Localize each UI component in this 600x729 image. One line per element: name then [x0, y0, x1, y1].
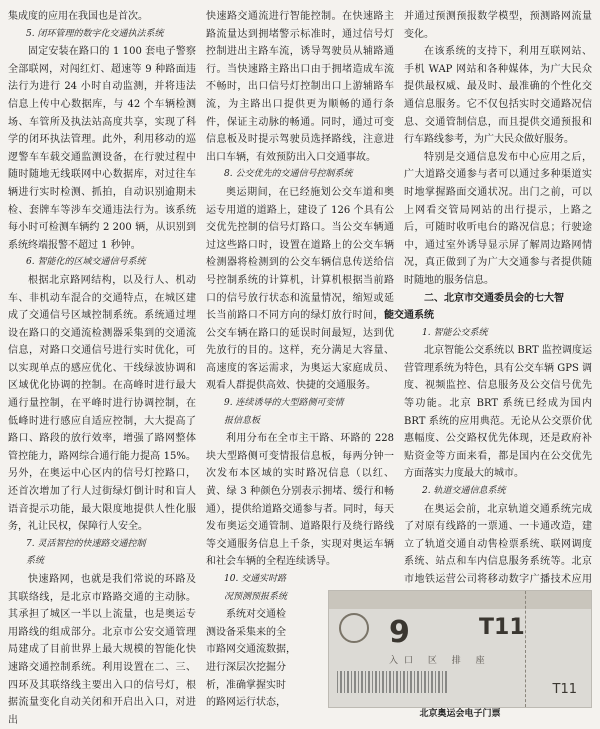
paragraph-line: 析，准确掌握实时 [206, 679, 286, 691]
paragraph: 奥运期间，在已经施划公交车道和奥运专用道的道路上，建设了 126 个具有公交优先控制的信号灯路口。当公交车辆通过这些路口时，设置在道路上的公交车辆检测器将检测到的公交车辆信息传送给信号控制系统的计算机，计算机根据当前路口的信号放行状态和流量情况，缩短或延长当前路口不同方向的绿灯放行时间，使公交车辆在路口的延误时间最短，达到优先放行的目的。这样，充分满足大容量、高速度的客运需求，为奥运大家庭成员、观看人群提供高效、快捷的交通服务。 [206, 186, 394, 392]
paragraph: 并通过预测预报数学模型，预测路网流量变化。 [404, 11, 592, 40]
ticket-header-band [329, 591, 591, 609]
ticket-stub-code: T11 [552, 682, 577, 697]
column-3 [384, 8, 592, 606]
section-heading-6: 6. 智能化的区域交通信号系统 [26, 257, 146, 268]
paragraph-line: 系统对交通检 [226, 609, 286, 621]
subsection-heading-2: 2. 轨道交通信息系统 [422, 486, 506, 497]
paragraph-line: 测设备采集来的全 [206, 626, 286, 638]
ticket-number: 9 [389, 615, 410, 650]
paragraph-line: 市路网交通流数据， [206, 644, 296, 656]
paragraph: 特别是交通信息发布中心应用之后，广大道路交通参与者可以通过多种渠道实时地掌握路面交通状况。出门之前，可以上网看交管局网站的出行提示，上路之后，可随时收听电台的路况信息；行驶途中，通过室外诱导显示屏了解周边路网情况，真正做到了为广大交通参与者提供随时随地的服务信息。 [404, 151, 592, 286]
section-heading-part-2: 二、北京市交通委员会的七大智 能交通系统 [384, 292, 564, 322]
section-heading-10: 10. 交通实时路 况预测预报系统 [224, 574, 288, 602]
paragraph: 快速路交通流进行智能控制。在快速路主路流量达到拥堵警示标准时，通过信号灯控制进出主路车流，诱导驾驶员从辅路通行。当快速路主路出口由于拥堵造成车流不畅时，出口信号灯控制出口上游辅路车流，为主路出口提供更为顺畅的通行条件，保证主动脉的畅通。同时，通过可变信息板及时提示驾驶员选择路线，注意进出口车辆，有效预防出入口交通事故。 [206, 11, 394, 163]
paragraph: 在该系统的支持下，利用互联网站、手机 WAP 网站和各种媒体，为广大民众提供最权威、最及时、最准确的个性化交通信息服务。它不仅包括实时交通路况信息、交通管制信息，而且提供交通预报和行车路线参考，为广大民众做好服务。 [404, 46, 592, 146]
olympic-logo-icon [339, 613, 369, 643]
subsection-heading-1: 1. 智能公交系统 [422, 327, 488, 338]
image-caption: 北京奥运会电子门票 [419, 709, 501, 719]
section-heading-8: 8. 公交优先的交通信号控制系统 [224, 169, 353, 180]
paragraph: 快速路网，也就是我们常说的环路及其联络线，是北京市路路交通的主动脉。其承担了城区一半以上流量，也是奥运专用路线的组成部分。北京市公安交通管理局建成了目前世界上最大规模的智能化快速路交通控制系统。利用设置在二、三、四环及其联络线主要出入口的信号灯，根据流量变化自动关闭和开启出入口，对进出 [8, 574, 196, 726]
section-heading-9: 9. 连续诱导的大型路侧可变情 报信息板 [224, 398, 344, 426]
paragraph-line: 的路网运行状态， [206, 697, 286, 709]
paragraph: 根据北京路网结构，以及行人、机动车、非机动车混合的交通特点，在城区建成了交通信号区域控制系统。系统通过埋设在路口的交通流检测器采集到的交通流信息，对路口交通信号进行实时优化，可以实现单点的感应优化、干线绿波协调和区域优化协调的控制。在高峰时进行最大通行量控制，在平峰时进行协调控制，在低峰时进行感应自适应控制，大大提高了路口、路段的放行效率，增强了路网整体管控能力，路网综合通行能力提高 15%。另外，在奥运中心区内的信号灯控路口，还首次增加了行人过街绿灯倒计时和盲人语音提示功能，最大限度地提供人性化服务，礼让民权，保障行人安全。 [8, 274, 196, 533]
narrow-text-block [206, 571, 326, 712]
paragraph-line: 进行深层次挖掘分 [206, 661, 286, 673]
ticket-code: T11 [479, 615, 525, 640]
olympic-ticket-photo [328, 590, 592, 708]
column-1 [8, 8, 196, 729]
barcode-icon [337, 671, 447, 693]
ticket-seat-row: 入口 区 排 座 [389, 656, 491, 666]
paragraph: 在奥运会前，北京轨道交通系统完成了对原有线路的一票通、一卡通改造，建立了轨道交通自动售检票系统、联网调度系统、站点和车内信息服务系统等。北京市地铁运营公司将移动数字广播技术应用 [404, 503, 592, 585]
paragraph: 北京智能公交系统以 BRT 监控调度运营管理系统为特色，具有公交车辆 GPS 调度、视频监控、信息服务及公交信号优先等功能。北京 BRT 系统已经成为国内 BRT 系统的应用典范。无论从公交票价优惠幅度、公交路权优先体现，还是政府补贴资金等方面来看，都是国内在公交优先方面落实力度最大的城市。 [404, 345, 592, 480]
ticket-perforation [525, 591, 526, 707]
section-heading-7: 7. 灵活智控的快速路交通控制 系统 [26, 538, 146, 567]
paragraph: 固定安装在路口的 1 100 套电子警察全部联网，对闯红灯、超速等 9 种路面违法行为进行 24 小时自动监测，并将违法信息上传中心数据库，与 42 个车辆检测场、车管所及执法站高度共享，实现了科学的闭环执法管理。此外，利用移动的巡逻警车车载交通监测设备，在行驶过程中随时随地无线联网中心数据库，对过往车辆进行实时检测、抓拍，自动识别逾期未检、套牌车等涉车交通违法行为。该系统每小时可检测车辆约 2 200 辆，从识别到系统终端报警不超过 1 秒钟。 [8, 46, 196, 251]
paragraph: 集成度的应用在我国也是首次。 [8, 11, 148, 22]
section-heading-5: 5. 闭环管理的数字化交通执法系统 [26, 28, 164, 39]
paragraph: 利用分布在全市主干路、环路的 228 块大型路侧可变情报信息板，每两分钟一次发布本区域的实时路况信息（以红、黄、绿 3 种颜色分别表示拥堵、缓行和畅通），提供给道路交通参与者。同时，每天发布奥运交通管制、道路限行及绕行路线等交通服务信息上千条，实现对奥运车辆和社会车辆的全程连续诱导。 [206, 433, 394, 568]
